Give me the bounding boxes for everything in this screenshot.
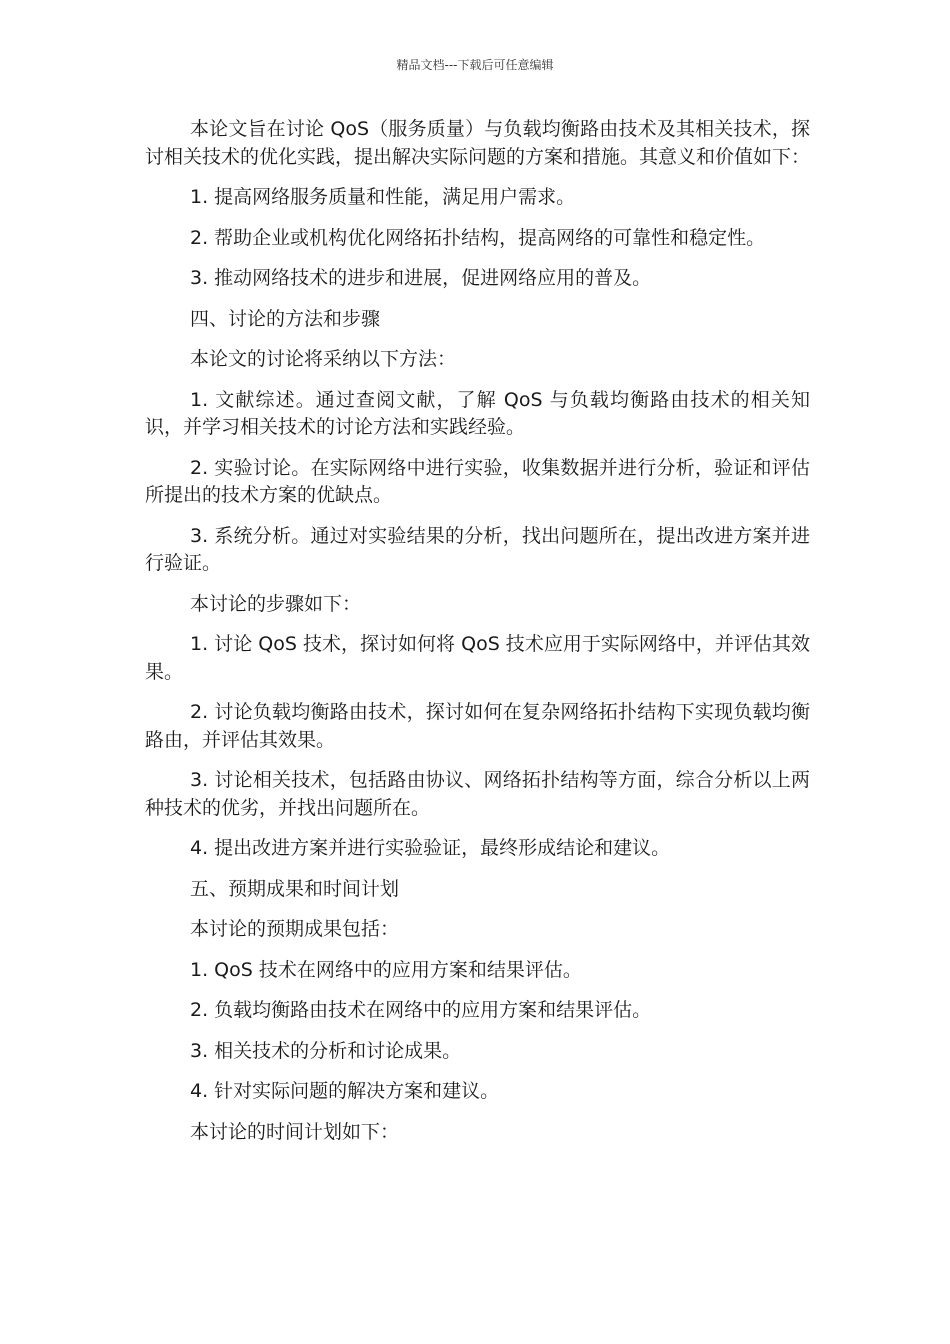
methods-intro: 本论文的讨论将采纳以下方法： [190,348,457,370]
document-body [145,116,810,1159]
section-heading-outcomes: 五、预期成果和时间计划 [190,877,400,900]
outcome-item-4: 4. 针对实际问题的解决方案和建议。 [190,1080,500,1102]
step-item-3: 3. 讨论相关技术，包括路由协议、网络拓扑结构等方面，综合分析以上两种技术的优劣，并找出问题所在。 [145,769,810,819]
schedule-intro: 本讨论的时间计划如下： [190,1120,400,1143]
outcomes-intro: 本讨论的预期成果包括： [190,918,400,940]
step-item-4: 4. 提出改进方案并进行实验验证，最终形成结论和建议。 [190,837,671,859]
steps-intro: 本讨论的步骤如下： [190,592,362,615]
outcome-item-2: 2. 负载均衡路由技术在网络中的应用方案和结果评估。 [190,999,652,1021]
method-item-1: 1. 文献综述。通过查阅文献，了解 QoS 与负载均衡路由技术的相关知识，并学习相关技术的讨论方法和实践经验。 [145,388,810,438]
method-item-2: 2. 实验讨论。在实际网络中进行实验，收集数据并进行分析，验证和评估所提出的技术方案的优缺点。 [145,456,810,506]
value-item-2: 2. 帮助企业或机构优化网络拓扑结构，提高网络的可靠性和稳定性。 [190,226,766,249]
intro-paragraph: 本论文旨在讨论 QoS（服务质量）与负载均衡路由技术及其相关技术，探讨相关技术的优化实践，提出解决实际问题的方案和措施。其意义和价值如下： [145,118,811,168]
section-heading-methods: 四、讨论的方法和步骤 [190,307,381,330]
outcome-item-1: 1. QoS 技术在网络中的应用方案和结果评估。 [190,958,582,981]
page-header: 精品文档---下载后可任意编辑 [396,58,554,72]
step-item-1: 1. 讨论 QoS 技术，探讨如何将 QoS 技术应用于实际网络中，并评估其效果。 [145,633,810,683]
outcome-item-3: 3. 相关技术的分析和讨论成果。 [190,1039,462,1062]
value-item-1: 1. 提高网络服务质量和性能，满足用户需求。 [190,186,576,208]
method-item-3: 3. 系统分析。通过对实验结果的分析，找出问题所在，提出改进方案并进行验证。 [145,524,810,574]
step-item-2: 2. 讨论负载均衡路由技术，探讨如何在复杂网络拓扑结构下实现负载均衡路由，并评估其效果。 [145,701,810,751]
value-item-3: 3. 推动网络技术的进步和进展，促进网络应用的普及。 [190,267,652,289]
